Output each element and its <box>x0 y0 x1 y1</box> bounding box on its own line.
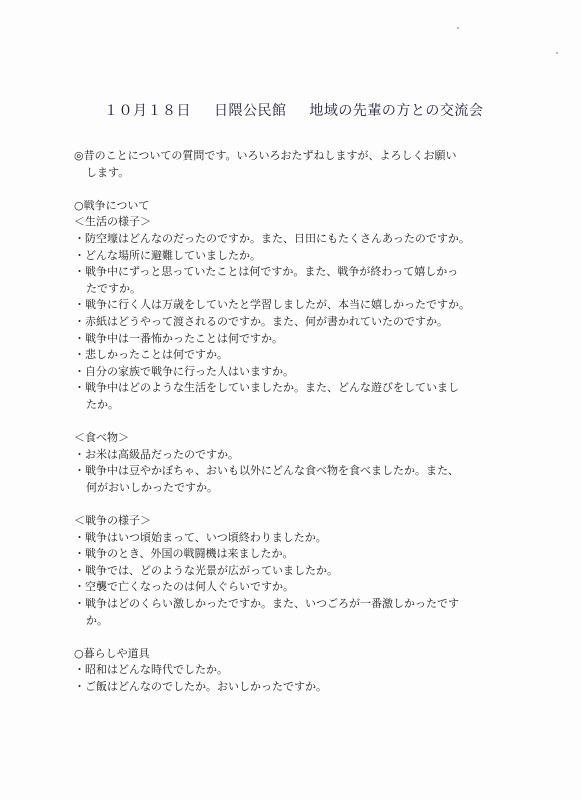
subheading-war-state: ＜戦争の様子＞ <box>74 514 151 528</box>
title-place: 日隈公民館 <box>213 103 287 119</box>
question-item-cont: たですか。 <box>86 281 141 295</box>
question-item: ・戦争では、どのような光景が広がっていましたか。 <box>74 563 338 577</box>
scan-speck <box>457 27 459 29</box>
question-item: ・戦争中は一番怖かったことは何ですか。 <box>74 331 283 345</box>
subheading-food: ＜食べ物＞ <box>74 431 129 445</box>
question-item: ・ご飯はどんなのでしたか。おいしかったですか。 <box>74 680 327 693</box>
question-item: ・悲しかったことは何ですか。 <box>74 348 228 362</box>
title-event: 地域の先輩の方との交流会 <box>309 103 484 119</box>
question-item-cont: たか。 <box>86 397 119 411</box>
question-item: ・お米は高級品だったのですか。 <box>74 447 239 461</box>
question-item: ・自分の家族で戦争に行った人はいますか。 <box>74 364 294 378</box>
question-item: ・戦争中は豆やかぼちゃ、おいも以外にどんな食べ物を食べましたか。また、 <box>74 464 459 478</box>
question-item: ・戦争中はどのような生活をしていましたか。また、どんな遊びをしていまし <box>74 381 459 395</box>
question-item-cont: か。 <box>86 613 108 627</box>
question-item: ・戦争に行く人は万歳をしていたと学習しましたが、本当に嬉しかったですか。 <box>74 298 470 312</box>
question-list <box>74 148 504 696</box>
section-heading-war: ○戦争について <box>74 198 150 212</box>
question-item: ・戦争はいつ頃始まって、いつ頃終わりましたか。 <box>74 530 327 544</box>
question-item: ・戦争中にずっと思っていたことは何ですか。また、戦争が終わって嬉しかっ <box>74 265 459 279</box>
subheading-life: ＜生活の様子＞ <box>74 215 151 229</box>
page-title <box>104 100 483 120</box>
question-item-cont: 何がおいしかったですか。 <box>86 480 218 494</box>
question-item: ・戦争のとき、外国の戦闘機は来ましたか。 <box>74 547 294 561</box>
question-item: ・どんな場所に避難していましたか。 <box>74 248 261 262</box>
scan-speck <box>556 52 558 54</box>
question-item: ・防空壕はどんなのだったのですか。また、日田にもたくさんあったのですか。 <box>74 231 470 245</box>
intro-line: します。 <box>86 165 130 179</box>
question-item: ・空襲で亡くなったのは何人ぐらいですか。 <box>74 580 294 594</box>
section-heading-living: ○暮らしや道具 <box>74 646 150 660</box>
question-item: ・昭和はどんな時代でしたか。 <box>74 663 228 677</box>
question-item: ・戦争はどのくらい激しかったですか。また、いつごろが一番激しかったです <box>74 597 459 611</box>
intro-line: ◎昔のことについての質問です。いろいろおたずねしますが、よろしくお願い <box>74 149 457 162</box>
question-item: ・赤紙はどうやって渡されるのですか。また、何が書かれていたのですか。 <box>74 314 448 328</box>
title-date: １０月１８日 <box>104 103 191 119</box>
